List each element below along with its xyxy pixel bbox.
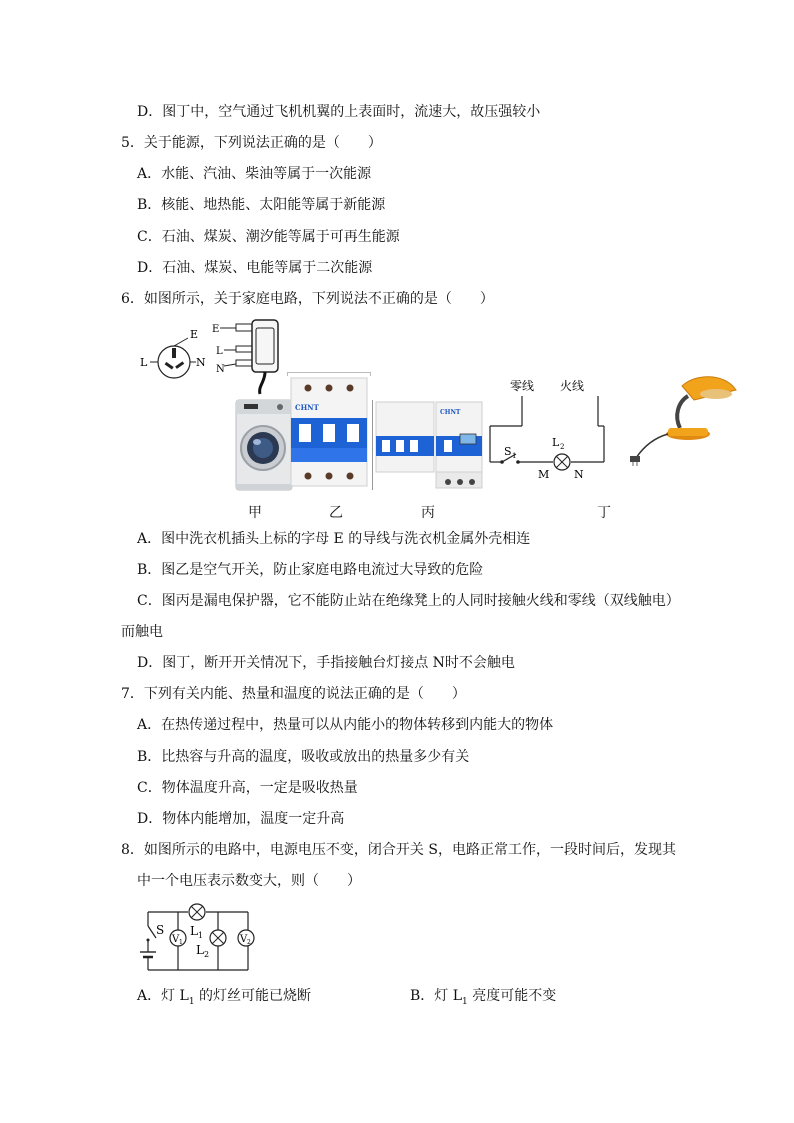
q8-option-a-sub: 1 bbox=[188, 996, 195, 1007]
figure-divider bbox=[372, 400, 373, 490]
breaker-brand: CHNT bbox=[295, 403, 319, 412]
q6-figure-yi bbox=[287, 372, 371, 490]
q5-option-d: D．石油、煤炭、电能等属于二次能源 bbox=[137, 260, 373, 276]
circuit-point-m: M bbox=[538, 468, 550, 481]
circuit-lamp-sub: 2 bbox=[560, 443, 565, 451]
plug-label-l: L bbox=[216, 346, 223, 357]
q8-v1-label: V bbox=[172, 934, 180, 945]
q8-v2-sub: 2 bbox=[247, 939, 251, 946]
circuit-live-label: 火线 bbox=[560, 379, 585, 393]
plug-label-e: E bbox=[212, 324, 220, 335]
circuit-switch-sub: 1 bbox=[512, 452, 517, 460]
q6-stem: 6．如图所示，关于家庭电路，下列说法不正确的是（ ） bbox=[121, 291, 494, 307]
caption-jia: 甲 bbox=[248, 505, 262, 521]
circuit-neutral-label: 零线 bbox=[510, 379, 535, 393]
q8-l2-sub: 2 bbox=[204, 950, 210, 959]
q8-l2-label: L bbox=[196, 943, 204, 957]
circuit-point-n: N bbox=[574, 468, 584, 481]
socket-label-l: L bbox=[140, 356, 148, 369]
q8-circuit-figure bbox=[138, 900, 264, 978]
q8-option-a-pre: A．灯 L bbox=[137, 988, 189, 1004]
q6-figure-jia bbox=[140, 318, 300, 493]
leakage-brand: CHNT bbox=[440, 409, 461, 416]
q8-option-b-sub: 1 bbox=[462, 996, 468, 1007]
socket-label-n: N bbox=[196, 356, 206, 369]
q5-option-c: C．石油、煤炭、潮汐能等属于可再生能源 bbox=[137, 229, 400, 245]
socket-label-e: E bbox=[190, 328, 199, 341]
q6-option-c: C．图丙是漏电保护器，它不能防止站在绝缘凳上的人同时接触火线和零线（双线触电） bbox=[137, 593, 680, 609]
q7-option-a: A．在热传递过程中，热量可以从内能小的物体转移到内能大的物体 bbox=[137, 717, 554, 733]
q8-switch-label: S bbox=[156, 923, 165, 937]
q8-switch bbox=[148, 926, 156, 938]
circuit-switch-label: S bbox=[504, 445, 512, 458]
caption-yi: 乙 bbox=[329, 505, 343, 521]
q5-option-b: B．核能、地热能、太阳能等属于新能源 bbox=[137, 197, 386, 213]
caption-ding: 丁 bbox=[597, 505, 611, 521]
q7-option-c: C．物体温度升高，一定是吸收热量 bbox=[137, 780, 358, 796]
q8-option-a-post: 的灯丝可能已烧断 bbox=[194, 988, 312, 1004]
plug-label-n: N bbox=[216, 364, 225, 375]
q6-figure-ding-circuit bbox=[484, 374, 614, 484]
caption-bing: 丙 bbox=[421, 505, 435, 521]
q8-l1-sub: 1 bbox=[198, 931, 204, 940]
q4-option-d: D．图丁中，空气通过飞机机翼的上表面时，流速大，故压强较小 bbox=[137, 104, 541, 120]
q8-option-a bbox=[137, 986, 311, 1012]
q8-l1-label: L bbox=[190, 924, 198, 938]
desk-lamp-image bbox=[624, 372, 740, 470]
q8-v2-label: V bbox=[240, 934, 248, 945]
q6-option-b: B．图乙是空气开关，防止家庭电路电流过大导致的危险 bbox=[137, 562, 484, 578]
q6-option-c-cont: 而触电 bbox=[121, 624, 163, 640]
q8-option-b-post: 亮度可能不变 bbox=[467, 988, 557, 1004]
q8-option-b-pre: B．灯 L bbox=[410, 988, 463, 1004]
q7-stem: 7．下列有关内能、热量和温度的说法正确的是（ ） bbox=[121, 686, 466, 702]
q7-option-b: B．比热容与升高的温度，吸收或放出的热量多少有关 bbox=[137, 749, 470, 765]
q6-figure-bing bbox=[374, 400, 484, 490]
circuit-lamp-label: L bbox=[552, 436, 560, 449]
q5-option-a: A．水能、汽油、柴油等属于一次能源 bbox=[137, 166, 372, 182]
q7-option-d: D．物体内能增加，温度一定升高 bbox=[137, 811, 345, 827]
q6-option-a: A．图中洗衣机插头上标的字母 E 的导线与洗衣机金属外壳相连 bbox=[137, 531, 531, 547]
q8-option-b bbox=[410, 986, 556, 1012]
q8-stem: 8．如图所示的电路中，电源电压不变，闭合开关 S，电路正常工作，一段时间后，发现其 bbox=[121, 842, 676, 858]
q5-stem: 5．关于能源，下列说法正确的是（ ） bbox=[121, 135, 382, 151]
q8-v1-sub: 1 bbox=[179, 939, 183, 946]
washing-machine-image bbox=[236, 400, 292, 490]
q8-stem-cont: 中一个电压表示数变大，则（ ） bbox=[137, 873, 361, 889]
q6-option-d: D．图丁，断开开关情况下，手指接触台灯接点 N时不会触电 bbox=[137, 655, 515, 671]
